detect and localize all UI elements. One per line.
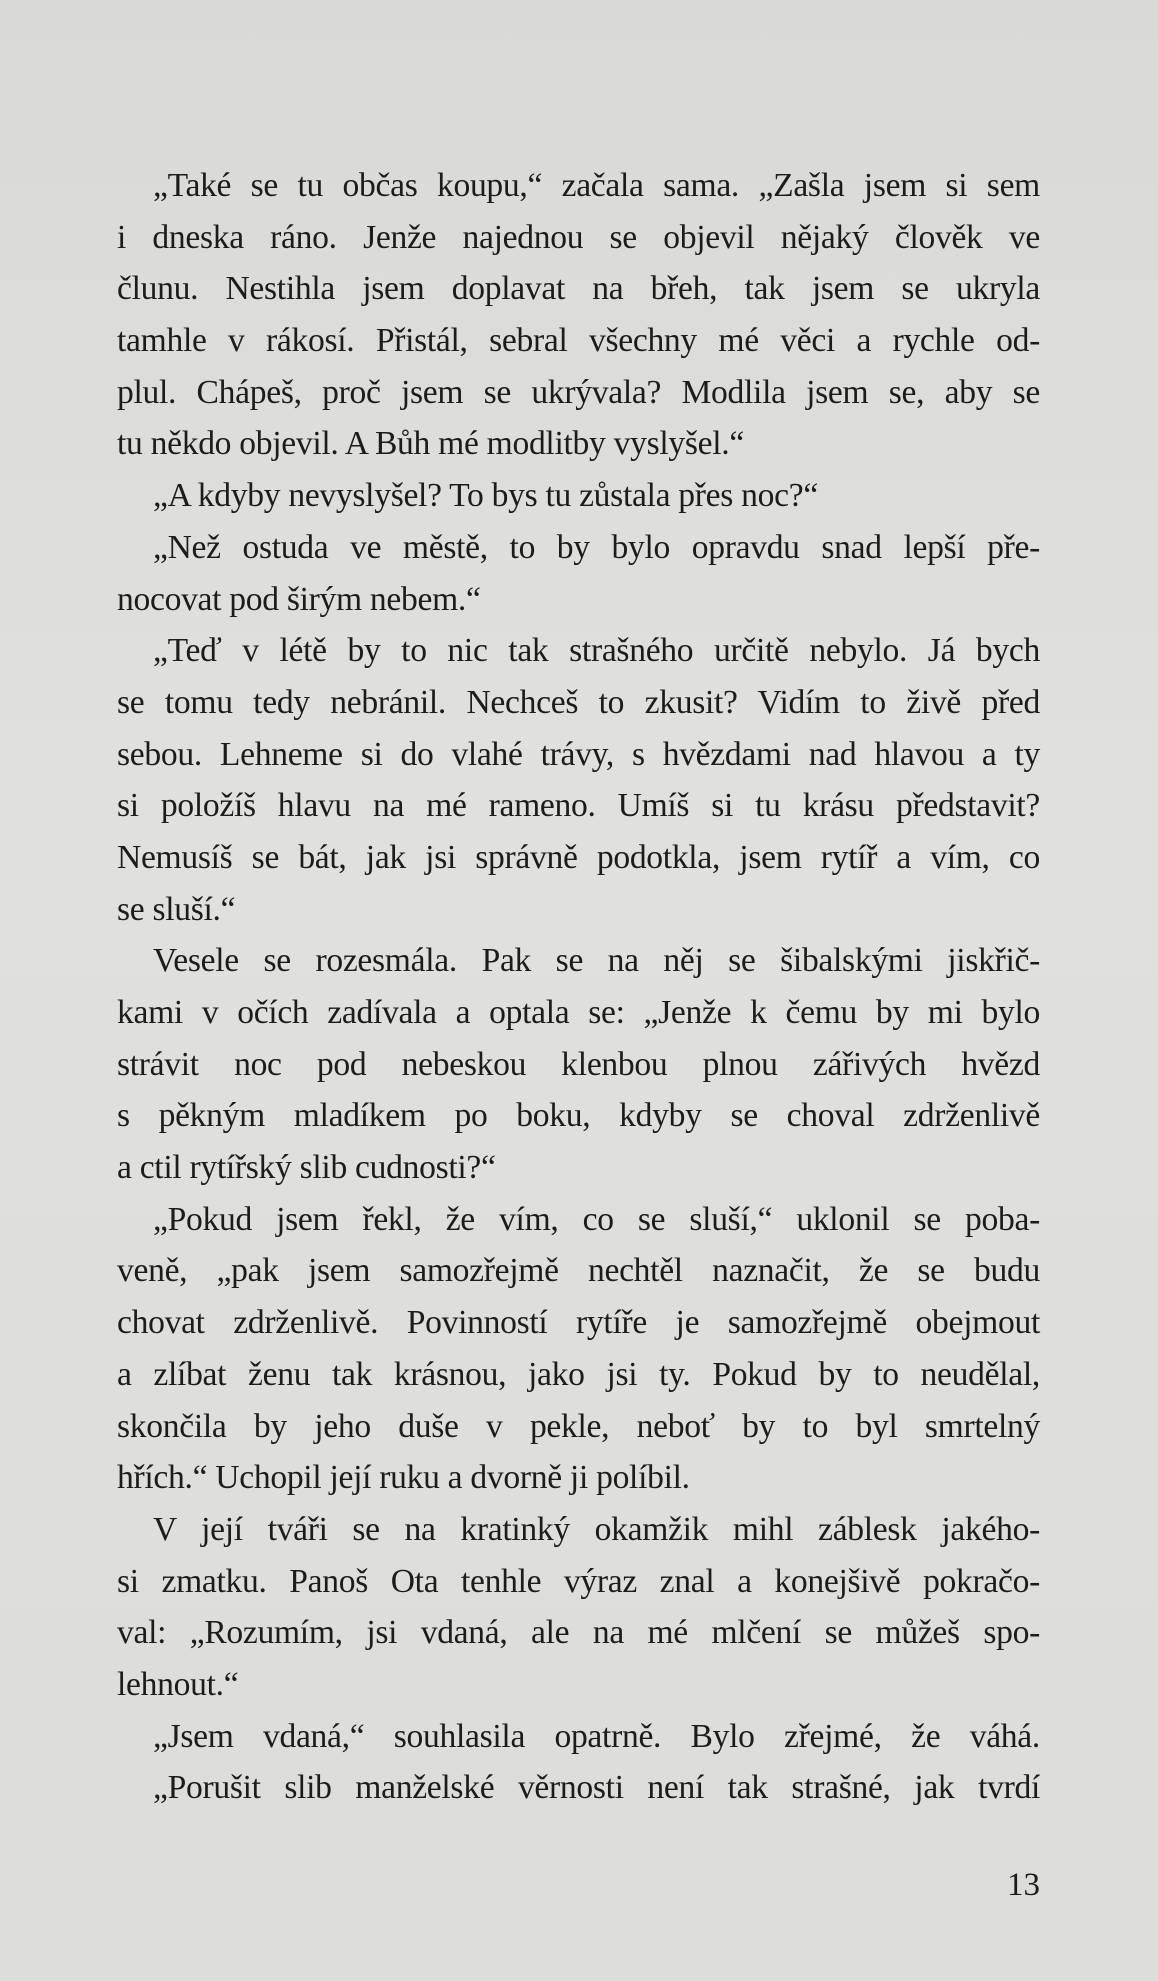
text-line: si položíš hlavu na mé rameno. Umíš si tu krásu představit?	[117, 787, 1040, 825]
text-line: „Pokud jsem řekl, že vím, co se sluší,“ uklonil se poba-	[153, 1200, 1040, 1238]
text-line: i dneska ráno. Jenže najednou se objevil nějaký člověk ve	[117, 218, 1040, 256]
text-line: sebou. Lehneme si do vlahé trávy, s hvězdami nad hlavou a ty	[117, 735, 1040, 773]
text-line: „Porušit slib manželské věrnosti není tak strašné, jak tvrdí	[153, 1769, 1040, 1807]
text-line: se sluší.“	[117, 890, 236, 928]
text-line: Nemusíš se bát, jak jsi správně podotkla, jsem rytíř a vím, co	[117, 838, 1040, 876]
text-line: val: „Rozumím, jsi vdaná, ale na mé mlčení se můžeš spo-	[117, 1614, 1040, 1652]
text-line: člunu. Nestihla jsem doplavat na břeh, tak jsem se ukryla	[117, 270, 1040, 308]
text-line: strávit noc pod nebeskou klenbou plnou zářivých hvězd	[117, 1045, 1040, 1083]
text-line: plul. Chápeš, proč jsem se ukrývala? Modlila jsem se, aby se	[117, 373, 1040, 411]
text-line: lehnout.“	[117, 1665, 239, 1703]
body-text	[117, 160, 1040, 1814]
text-line: s pěkným mladíkem po boku, kdyby se choval zdrženlivě	[117, 1097, 1040, 1135]
text-line: hřích.“ Uchopil její ruku a dvorně ji políbil.	[117, 1459, 690, 1497]
text-line: Vesele se rozesmála. Pak se na něj se šibalskými jiskřič-	[153, 942, 1040, 980]
text-line: „A kdyby nevyslyšel? To bys tu zůstala přes noc?“	[153, 477, 818, 515]
page-number: 13	[1007, 1867, 1040, 1903]
text-line: chovat zdrženlivě. Povinností rytíře je samozřejmě obejmout	[117, 1304, 1040, 1342]
text-line: tamhle v rákosí. Přistál, sebral všechny mé věci a rychle od-	[117, 322, 1040, 360]
text-line: veně, „pak jsem samozřejmě nechtěl naznačit, že se budu	[117, 1252, 1040, 1290]
text-line: a ctil rytířský slib cudnosti?“	[117, 1149, 496, 1187]
text-line: nocovat pod širým nebem.“	[117, 580, 481, 618]
text-line: „Teď v létě by to nic tak strašného určitě nebylo. Já bych	[153, 632, 1040, 670]
text-line: skončila by jeho duše v pekle, neboť by to byl smrtelný	[117, 1407, 1040, 1445]
text-line: „Také se tu občas koupu,“ začala sama. „Zašla jsem si sem	[153, 167, 1040, 204]
text-line: a zlíbat ženu tak krásnou, jako jsi ty. Pokud by to neudělal,	[117, 1355, 1040, 1393]
text-line: se tomu tedy nebránil. Nechceš to zkusit? Vidím to živě před	[117, 683, 1040, 721]
text-line: tu někdo objevil. A Bůh mé modlitby vyslyšel.“	[117, 425, 744, 463]
text-line: „Než ostuda ve městě, to by bylo opravdu snad lepší pře-	[153, 528, 1040, 566]
text-line: kami v očích zadívala a optala se: „Jenže k čemu by mi bylo	[117, 994, 1040, 1031]
text-line: V její tváři se na kratinký okamžik mihl záblesk jakého-	[153, 1510, 1040, 1548]
text-line: si zmatku. Panoš Ota tenhle výraz znal a konejšivě pokračo-	[117, 1562, 1040, 1600]
text-line: „Jsem vdaná,“ souhlasila opatrně. Bylo zřejmé, že váhá.	[153, 1717, 1040, 1755]
